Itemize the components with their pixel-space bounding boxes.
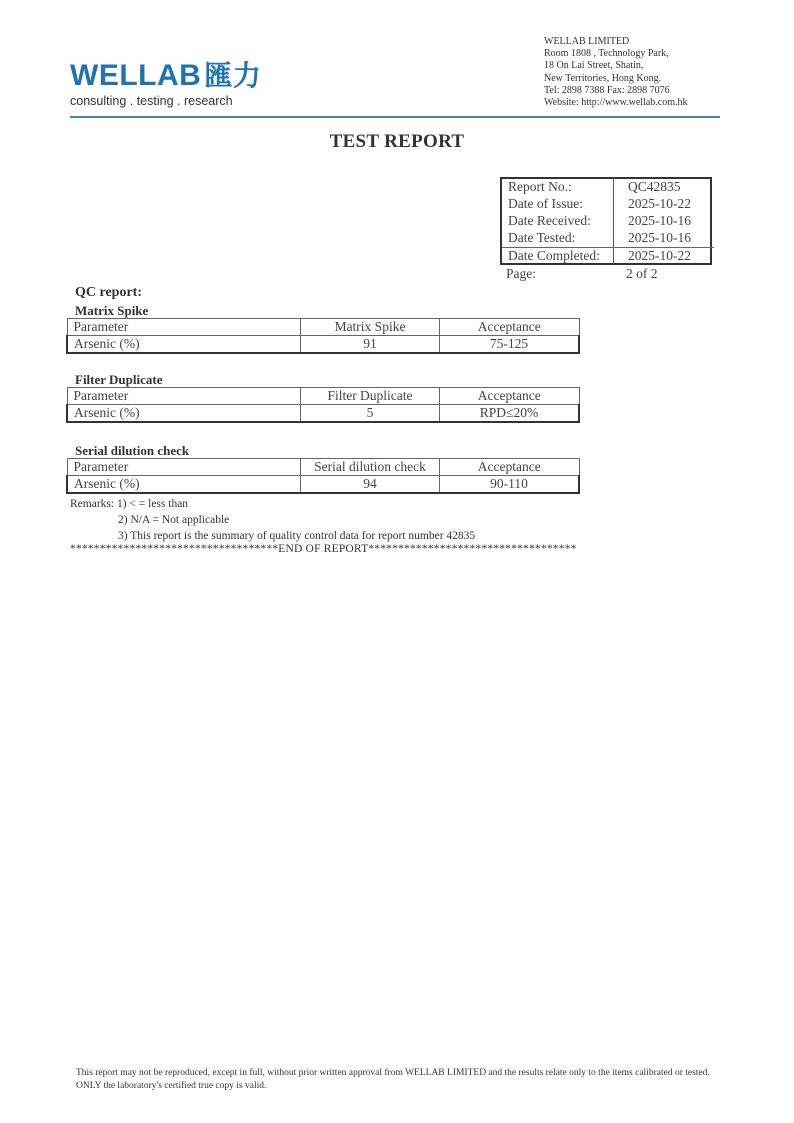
logo-text: WELLAB xyxy=(70,59,202,92)
company-address-block xyxy=(544,36,688,109)
table-header-cell: Acceptance xyxy=(440,319,580,336)
table-header-row xyxy=(67,388,579,405)
table-cell: Arsenic (%) xyxy=(67,476,301,494)
end-of-report-line: ***********************************END OF REPORT*********************************** xyxy=(70,543,577,555)
table-cell: 91 xyxy=(301,336,440,354)
table-cell: 5 xyxy=(301,405,440,423)
date-completed: 2025-10-22 xyxy=(628,248,691,263)
footer-disclaimer: This report may not be reproduced, except in full, without prior written approval from WELLAB LIMITED and the results relate only to the items calibrated or tested. ONLY the laboratory's certified true copy is valid. xyxy=(76,1068,710,1091)
remarks-block xyxy=(70,496,475,544)
table-header-cell: Matrix Spike xyxy=(301,319,440,336)
report-info-box xyxy=(500,177,712,265)
logo-chinese-text: 匯力 xyxy=(204,60,262,91)
table-row xyxy=(67,336,579,354)
table-header-cell: Parameter xyxy=(67,319,301,336)
info-label: Page: xyxy=(506,266,536,281)
company-phone: Tel: 2898 7388 Fax: 2898 7076 xyxy=(544,84,670,96)
date-of-issue: 2025-10-22 xyxy=(628,196,691,211)
remark-line: Remarks: 1) < = less than xyxy=(70,498,189,510)
logo-wordmark xyxy=(70,60,261,92)
table-cell: 75-125 xyxy=(440,336,580,354)
remark-line: 3) This report is the summary of quality control data for report number 42835 xyxy=(118,530,476,542)
info-label: Report No.: xyxy=(508,179,572,194)
date-tested: 2025-10-16 xyxy=(628,230,691,245)
company-address-line: Room 1808 , Technology Park, xyxy=(544,48,669,60)
page-number: 2 of 2 xyxy=(626,266,658,281)
info-label: Date of Issue: xyxy=(508,196,583,211)
matrix-spike-table xyxy=(66,318,580,354)
table-header-row xyxy=(67,459,579,476)
section-title-matrix-spike: Matrix Spike xyxy=(75,303,149,318)
info-row-date-received xyxy=(502,213,714,231)
table-header-row xyxy=(67,319,579,336)
company-address-line: New Territories, Hong Kong. xyxy=(544,72,662,84)
filter-duplicate-table xyxy=(66,387,580,423)
logo-tagline: consulting . testing . research xyxy=(70,94,233,108)
table-cell: 94 xyxy=(301,476,440,494)
header-divider xyxy=(70,116,720,118)
qc-report-label: QC report: xyxy=(75,285,142,300)
table-cell: Arsenic (%) xyxy=(67,405,301,423)
info-row-report-no xyxy=(502,179,714,197)
section-title-filter-duplicate: Filter Duplicate xyxy=(75,372,163,387)
wellab-logo xyxy=(70,60,261,108)
remark-line: 2) N/A = Not applicable xyxy=(118,514,230,526)
table-header-cell: Parameter xyxy=(67,459,301,476)
table-row xyxy=(67,405,579,423)
page-title: TEST REPORT xyxy=(329,131,465,152)
info-row-page xyxy=(500,266,712,284)
table-header-cell: Acceptance xyxy=(440,459,580,476)
info-label: Date Completed: xyxy=(508,248,600,263)
info-label: Date Received: xyxy=(508,213,591,228)
section-title-serial-dilution: Serial dilution check xyxy=(75,443,190,458)
date-received: 2025-10-16 xyxy=(628,213,691,228)
table-cell: Arsenic (%) xyxy=(67,336,301,354)
table-header-cell: Serial dilution check xyxy=(301,459,440,476)
table-header-cell: Filter Duplicate xyxy=(301,388,440,405)
table-cell: RPD≤20% xyxy=(440,405,580,423)
info-label: Date Tested: xyxy=(508,230,576,245)
company-website: Website: http://www.wellab.com.hk xyxy=(544,97,688,109)
report-number: QC42835 xyxy=(628,179,681,194)
table-row xyxy=(67,476,579,494)
info-row-date-completed xyxy=(502,247,714,266)
serial-dilution-table xyxy=(66,458,580,494)
info-row-date-of-issue xyxy=(502,196,714,214)
table-cell: 90-110 xyxy=(440,476,580,494)
company-name: WELLAB LIMITED xyxy=(544,36,630,47)
table-header-cell: Acceptance xyxy=(440,388,580,405)
company-address-line: 18 On Lai Street, Shatin, xyxy=(544,60,644,72)
info-row-date-tested xyxy=(502,230,714,248)
table-header-cell: Parameter xyxy=(67,388,301,405)
